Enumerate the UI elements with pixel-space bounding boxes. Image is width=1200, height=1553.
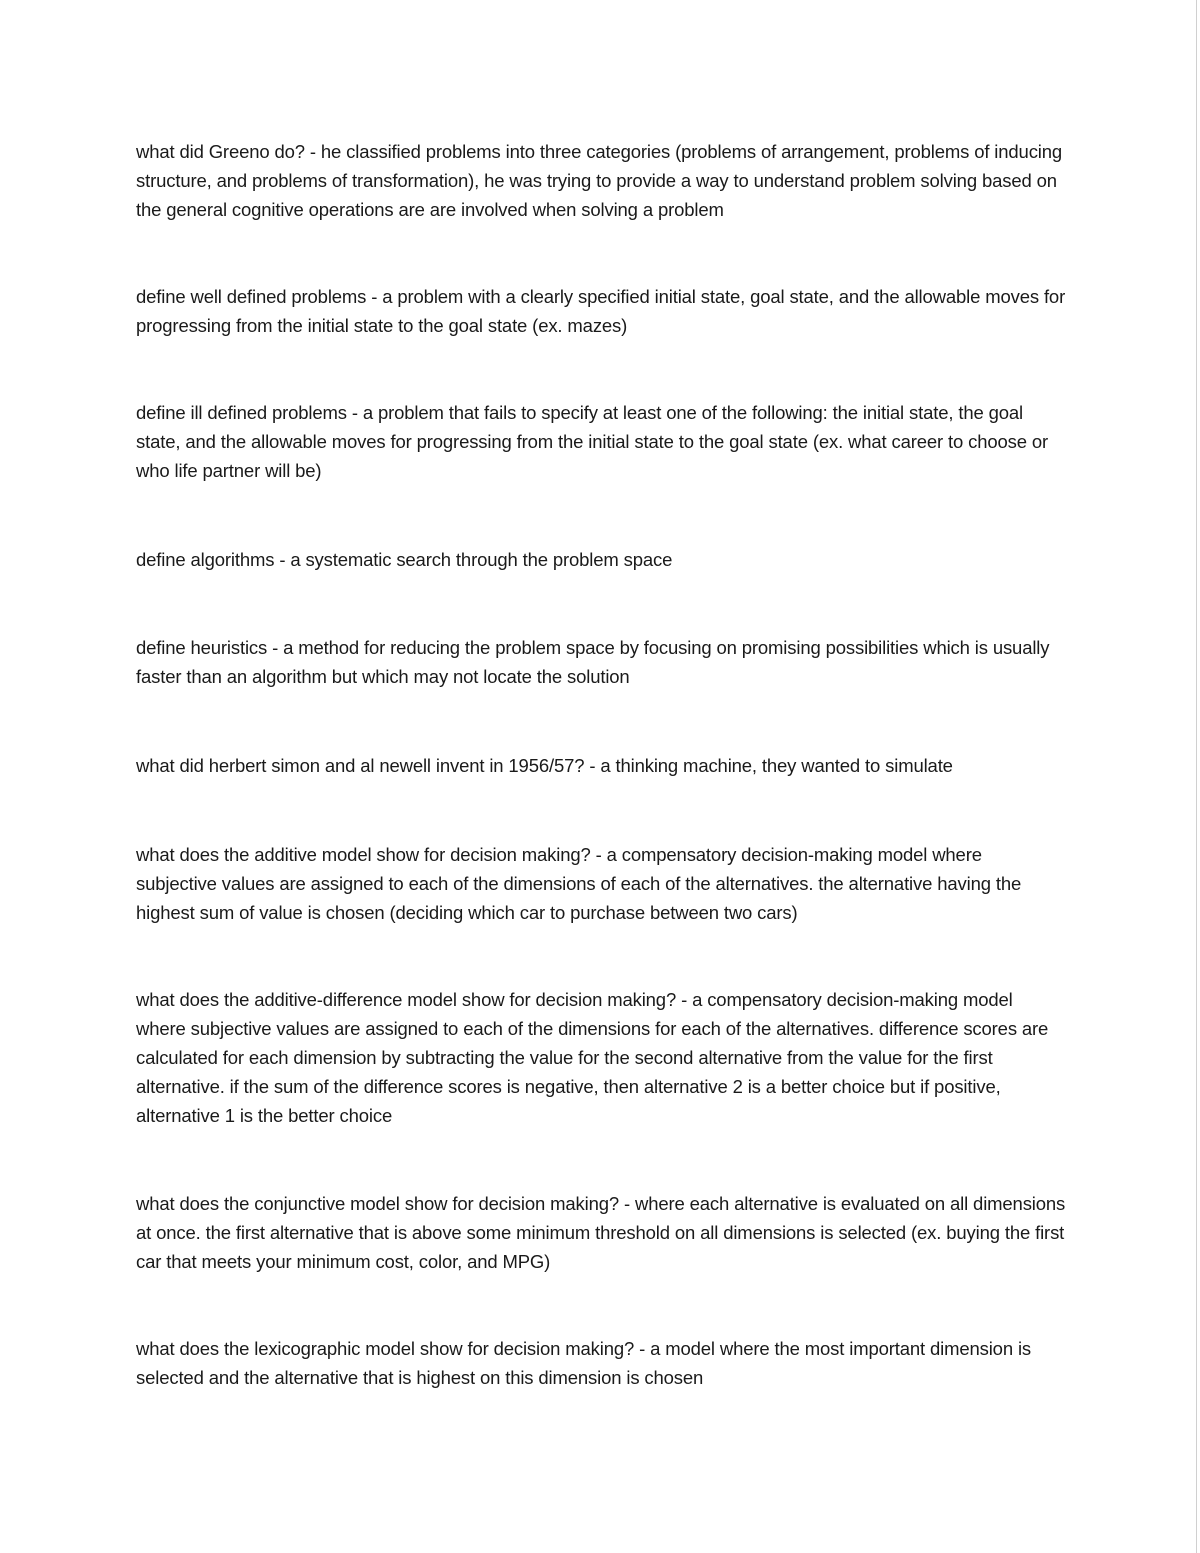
entry-greeno: what did Greeno do? - he classified problems into three categories (problems of arrangement, problems of inducing structure, and problems of transformation), he was trying to provide a way to understand problem solving based on the general cognitive operations are are involved when solving a problem [136, 141, 1063, 220]
entry-simon-newell: what did herbert simon and al newell invent in 1956/57? - a thinking machine, they wanted to simulate [136, 755, 953, 776]
entry-heuristics: define heuristics - a method for reducing the problem space by focusing on promising possibilities which is usually faster than an algorithm but which may not locate the solution [136, 637, 1050, 687]
entry-algorithms: define algorithms - a systematic search through the problem space [136, 549, 673, 570]
entry-well-defined-problems: define well defined problems - a problem with a clearly specified initial state, goal state, and the allowable moves for progressing from the initial state to the goal state (ex. mazes) [136, 286, 1066, 336]
entry-ill-defined-problems: define ill defined problems - a problem that fails to specify at least one of the following: the initial state, the goal state, and the allowable moves for progressing from the initial state to the goal state (ex. what career to choose or who life partner will be) [136, 402, 1049, 481]
entry-conjunctive-model: what does the conjunctive model show for decision making? - where each alternative is evaluated on all dimensions at once. the first alternative that is above some minimum threshold on all dimensions is selected (ex. buying the first car that meets your minimum cost, color, and MPG) [136, 1193, 1066, 1272]
entry-additive-difference-model: what does the additive-difference model show for decision making? - a compensatory decision-making model where subjective values are assigned to each of the dimensions for each of the alternatives. difference scores are calculated for each dimension by subtracting the value for the second alternative from the value for the first alternative. if the sum of the difference scores is negative, then alternative 2 is a better choice but if positive, alternative 1 is the better choice [136, 989, 1049, 1126]
entry-lexicographic-model: what does the lexicographic model show for decision making? - a model where the most important dimension is selected and the alternative that is highest on this dimension is chosen [136, 1338, 1032, 1388]
entry-additive-model: what does the additive model show for decision making? - a compensatory decision-making model where subjective values are assigned to each of the dimensions of each of the alternatives. the alternative having the highest sum of value is chosen (deciding which car to purchase between two cars) [136, 844, 1022, 923]
page-edge-divider [1196, 0, 1197, 1553]
